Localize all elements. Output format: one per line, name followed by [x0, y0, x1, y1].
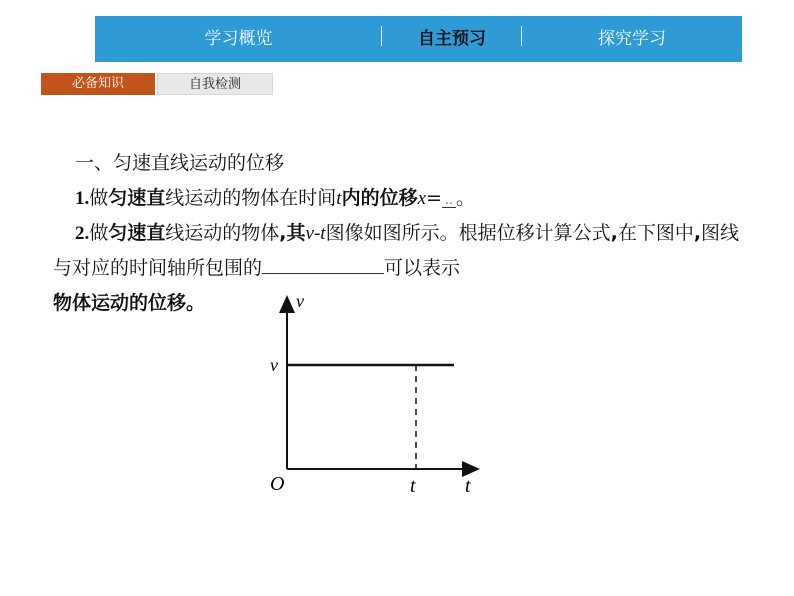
item-text-bold: 物体运动的位移。	[53, 292, 206, 314]
item-text: 在下图中	[617, 222, 694, 244]
item-text: 可以表示	[384, 257, 461, 279]
section-heading: 一、匀速直线运动的位移	[75, 152, 285, 174]
t-tick-label: t	[410, 475, 416, 495]
tab-self-preview[interactable]: 自主预习	[418, 29, 486, 49]
variable-vt: v-t	[305, 223, 326, 244]
equals-sign: =	[426, 187, 442, 209]
y-axis-label: v	[296, 291, 304, 311]
item-text: 图像如图所示。根据位移计算公式	[325, 222, 611, 244]
tab-divider	[521, 26, 522, 46]
item-text: 做	[89, 187, 109, 209]
tab-overview[interactable]: 学习概览	[204, 29, 273, 49]
item-number: 2	[75, 223, 85, 244]
origin-label: O	[270, 473, 285, 495]
tab-divider	[381, 26, 382, 46]
item-text: ,	[610, 222, 618, 244]
item-number: 1	[75, 188, 85, 209]
item-text: ,	[693, 222, 702, 244]
fill-blank-2[interactable]	[262, 273, 384, 274]
item-text: 图线与对应的时间轴所包围的	[53, 222, 740, 279]
vt-graph	[270, 289, 483, 495]
item-text: 做	[89, 222, 109, 244]
subtab-self-check[interactable]: 自我检测	[157, 73, 273, 95]
item-text-bold: 内的位移	[341, 187, 418, 209]
fill-blank-1[interactable]: ..	[442, 193, 456, 208]
subtab-essential-knowledge[interactable]: 必备知识	[41, 73, 155, 95]
item-text-bold: 匀速直	[108, 187, 166, 209]
item-1: 1.做匀速直线运动的物体在时间t内的位移x= .. 。	[75, 187, 475, 209]
x-axis-label: t	[465, 475, 471, 495]
top-nav-bar	[95, 16, 742, 62]
tab-explore[interactable]: 探究学习	[598, 29, 666, 49]
item-text: 线运动的物体	[165, 222, 280, 244]
v-tick-label: v	[270, 355, 278, 375]
item-text: 线运动的物体在时间	[165, 187, 337, 209]
variable-x: x	[417, 188, 427, 209]
item-text: 。	[455, 187, 475, 209]
item-text-bold: 其	[286, 222, 306, 244]
subtab-bar	[41, 73, 273, 95]
item-2: 2.做匀速直线运动的物体,其v-t图像如图所示。根据位移计算公式,在下图中,图线与对应的时间轴所包围的 可以表示 物体运动的位移。	[53, 216, 743, 321]
item-text: ,	[279, 222, 287, 244]
variable-t: t	[336, 188, 342, 209]
item-text-bold: 匀速直	[108, 222, 166, 244]
